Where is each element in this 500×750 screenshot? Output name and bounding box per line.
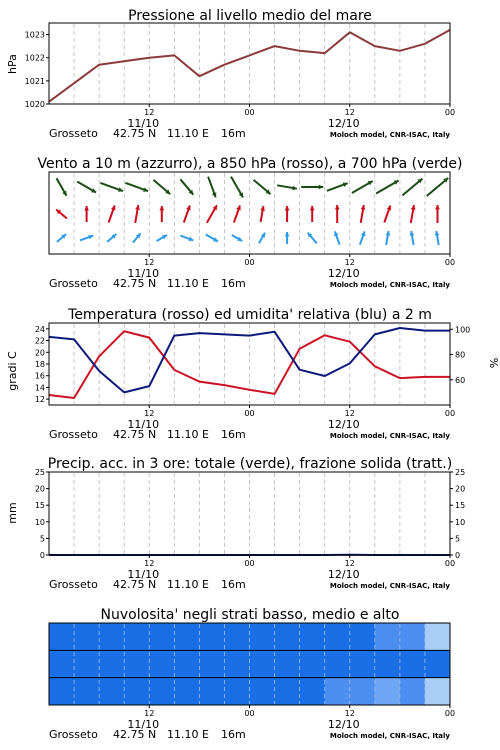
y-tick-label: 20 xyxy=(34,348,45,358)
cloud-cell xyxy=(250,650,276,677)
date-label: 11/10 xyxy=(127,267,160,280)
cloud-cell xyxy=(224,623,250,650)
cloud-cell xyxy=(425,650,451,677)
cloud-cell xyxy=(375,650,401,677)
cloud-cell xyxy=(49,678,75,705)
temperature-y-axis-left xyxy=(35,325,49,404)
cloud-cell xyxy=(199,650,225,677)
time-tick-label: 12 xyxy=(144,709,155,718)
precip-title: Precip. acc. in 3 ore: totale (verde), frazione solida (tratt.) xyxy=(47,456,453,472)
cloud-cell xyxy=(325,650,351,677)
time-tick-label: 00 xyxy=(244,108,255,117)
cloud-cell xyxy=(300,678,326,705)
cloud-cell xyxy=(300,650,326,677)
y-tick-label: 22 xyxy=(34,336,45,346)
location-elev: 16m xyxy=(221,277,246,290)
time-tick-label: 00 xyxy=(244,409,255,418)
time-tick-label: 12 xyxy=(144,108,155,117)
cloud-cell xyxy=(199,623,225,650)
y-tick-label: 1021 xyxy=(24,76,45,86)
time-tick-label: 00 xyxy=(444,258,456,267)
cloud-cell xyxy=(74,678,100,705)
precip-time-axis xyxy=(49,555,455,591)
y-tick-label: 0 xyxy=(455,551,461,560)
cloud-cell xyxy=(400,623,426,650)
cloud-cell xyxy=(350,678,376,705)
location-name: Grosseto xyxy=(49,578,98,591)
cloud-cell xyxy=(275,678,301,705)
date-label: 12/10 xyxy=(327,117,360,130)
y-tick-label: 100 xyxy=(455,325,471,335)
y-tick-label: 0 xyxy=(39,551,45,560)
temperature-title: Temperatura (rosso) ed umidita' relativa (blu) a 2 m xyxy=(68,307,432,323)
cloud-cell xyxy=(174,623,200,650)
location-lat: 42.75 N xyxy=(113,728,157,741)
cloud-cell xyxy=(149,678,175,705)
location-name: Grosseto xyxy=(49,728,98,741)
temperature-y-axis-right xyxy=(450,325,470,384)
y-tick-label: 25 xyxy=(455,468,466,477)
location-lat: 42.75 N xyxy=(113,277,157,290)
cloud-cell xyxy=(400,650,426,677)
temperature-ylabel-right: % xyxy=(487,357,500,369)
location-lat: 42.75 N xyxy=(113,127,157,140)
y-tick-label: 20 xyxy=(455,484,466,494)
cloud-cell xyxy=(99,650,125,677)
time-tick-label: 00 xyxy=(244,258,255,267)
y-tick-label: 5 xyxy=(455,534,461,544)
y-tick-label: 18 xyxy=(34,360,45,369)
location-lat: 42.75 N xyxy=(113,578,157,591)
cloud-cell xyxy=(74,623,100,650)
y-tick-label: 12 xyxy=(34,395,45,405)
wind-700-series xyxy=(57,177,449,198)
y-tick-label: 15 xyxy=(34,501,45,511)
clouds-time-axis xyxy=(49,705,455,741)
location-elev: 16m xyxy=(221,428,246,441)
date-label: 11/10 xyxy=(127,418,160,431)
wind-10m-series xyxy=(57,231,440,245)
cloud-cell xyxy=(149,623,175,650)
cloud-cell xyxy=(224,678,250,705)
time-tick-label: 00 xyxy=(444,709,456,718)
cloud-cell xyxy=(300,623,326,650)
date-label: 11/10 xyxy=(127,718,160,731)
cloud-cell xyxy=(124,623,150,650)
pressure-ylabel: hPa xyxy=(6,54,19,74)
time-tick-label: 12 xyxy=(344,409,355,418)
wind-arrow-head xyxy=(319,185,323,190)
wind-arrow-head xyxy=(159,206,164,210)
cloud-cell xyxy=(325,623,351,650)
y-tick-label: 15 xyxy=(455,501,466,511)
wind-arrow-head xyxy=(84,206,89,210)
cloud-cell xyxy=(124,678,150,705)
time-tick-label: 12 xyxy=(144,409,155,418)
date-label: 12/10 xyxy=(327,267,360,280)
y-tick-label: 24 xyxy=(34,324,45,334)
wind-title: Vento a 10 m (azzurro), a 850 hPa (rosso), a 700 hPa (verde) xyxy=(37,156,463,172)
wind-time-axis xyxy=(49,254,455,290)
time-tick-label: 00 xyxy=(444,559,456,568)
cloud-cell xyxy=(250,678,276,705)
wind-arrow-head xyxy=(435,205,440,209)
time-tick-label: 00 xyxy=(244,559,255,568)
cloud-cell xyxy=(350,650,376,677)
cloud-cell xyxy=(325,678,351,705)
cloud-cell xyxy=(149,650,175,677)
time-tick-label: 12 xyxy=(344,108,355,117)
location-elev: 16m xyxy=(221,728,246,741)
y-tick-label: 60 xyxy=(455,375,466,385)
time-tick-label: 12 xyxy=(144,258,155,267)
temperature-time-axis xyxy=(49,405,455,441)
cloud-cell xyxy=(174,650,200,677)
cloud-cell xyxy=(375,623,401,650)
location-lon: 11.10 E xyxy=(167,428,209,441)
clouds-title: Nuvolosita' negli strati basso, medio e alto xyxy=(100,607,400,623)
model-credit: Moloch model, CNR-ISAC, Italy xyxy=(329,432,450,440)
date-label: 12/10 xyxy=(327,718,360,731)
cloud-cell xyxy=(425,678,451,705)
time-tick-label: 12 xyxy=(344,258,355,267)
time-tick-label: 12 xyxy=(144,559,155,568)
precip-ylabel: mm xyxy=(6,502,19,524)
wind-850-series xyxy=(56,205,440,223)
cloud-cell xyxy=(275,650,301,677)
cloud-cell xyxy=(250,623,276,650)
location-elev: 16m xyxy=(221,127,246,140)
pressure-title: Pressione al livello medio del mare xyxy=(128,8,372,24)
cloud-cell xyxy=(49,650,75,677)
y-tick-label: 80 xyxy=(455,350,466,360)
y-tick-label: 14 xyxy=(34,383,45,393)
y-tick-label: 1023 xyxy=(24,30,45,40)
date-label: 11/10 xyxy=(127,568,160,581)
cloud-cell xyxy=(375,678,401,705)
location-lon: 11.10 E xyxy=(167,728,209,741)
pressure-time-axis xyxy=(49,104,455,140)
location-lon: 11.10 E xyxy=(167,578,209,591)
cloud-cell xyxy=(124,650,150,677)
date-label: 12/10 xyxy=(327,418,360,431)
precip-y-axis-right xyxy=(450,468,465,560)
location-lon: 11.10 E xyxy=(167,127,209,140)
y-tick-label: 20 xyxy=(34,484,45,494)
model-credit: Moloch model, CNR-ISAC, Italy xyxy=(329,131,450,139)
time-tick-label: 00 xyxy=(244,709,255,718)
time-tick-label: 00 xyxy=(444,108,456,117)
wind-arrow-head xyxy=(335,205,340,209)
y-tick-label: 10 xyxy=(34,517,45,527)
location-name: Grosseto xyxy=(49,428,98,441)
cloud-cell xyxy=(99,678,125,705)
location-name: Grosseto xyxy=(49,277,98,290)
time-tick-label: 12 xyxy=(344,559,355,568)
cloud-cell xyxy=(224,650,250,677)
cloud-cell xyxy=(275,623,301,650)
location-lon: 11.10 E xyxy=(167,277,209,290)
location-lat: 42.75 N xyxy=(113,428,157,441)
precip-frame xyxy=(49,472,450,555)
cloud-cell xyxy=(74,650,100,677)
wind-arrow-head xyxy=(285,232,290,236)
cloud-cell xyxy=(350,623,376,650)
precip-y-axis-left xyxy=(35,468,49,560)
time-tick-label: 12 xyxy=(344,709,355,718)
date-label: 11/10 xyxy=(127,117,160,130)
location-elev: 16m xyxy=(221,578,246,591)
cloud-cell xyxy=(400,678,426,705)
wind-arrow-head xyxy=(310,206,315,210)
cloud-cell xyxy=(49,623,75,650)
pressure-y-axis-left xyxy=(25,31,49,109)
model-credit: Moloch model, CNR-ISAC, Italy xyxy=(329,582,450,590)
date-label: 12/10 xyxy=(327,568,360,581)
model-credit: Moloch model, CNR-ISAC, Italy xyxy=(329,732,450,740)
model-credit: Moloch model, CNR-ISAC, Italy xyxy=(329,281,450,289)
cloud-cell xyxy=(99,623,125,650)
temperature-ylabel: gradi C xyxy=(6,351,19,391)
wind-frame xyxy=(49,172,450,254)
y-tick-label: 16 xyxy=(34,371,45,381)
cloud-cell xyxy=(199,678,225,705)
y-tick-label: 25 xyxy=(34,468,45,477)
cloud-cell xyxy=(425,623,451,650)
y-tick-label: 1020 xyxy=(24,100,45,109)
y-tick-label: 10 xyxy=(455,517,466,527)
y-tick-label: 1022 xyxy=(24,53,45,63)
y-tick-label: 5 xyxy=(39,534,45,544)
time-tick-label: 00 xyxy=(444,409,456,418)
location-name: Grosseto xyxy=(49,127,98,140)
wind-arrow-head xyxy=(285,206,290,210)
cloud-cell xyxy=(174,678,200,705)
